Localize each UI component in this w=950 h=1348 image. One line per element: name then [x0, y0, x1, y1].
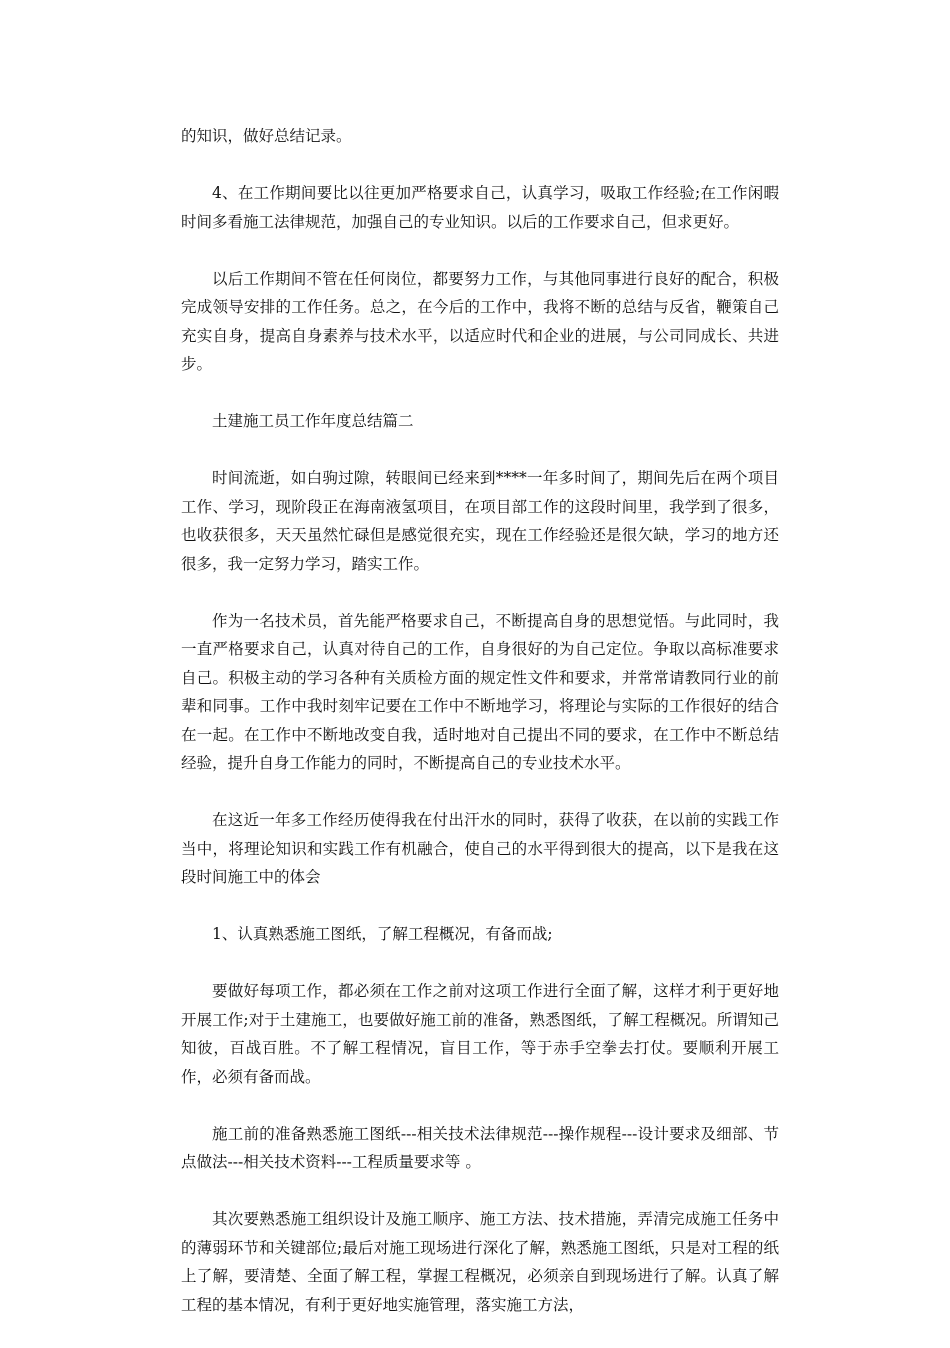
paragraph-technician: 作为一名技术员，首先能严格要求自己，不断提高自身的思想觉悟。与此同时，我一直严格要求自己，认真对待自己的工作，自身很好的为自己定位。争取以高标准要求自己。积极主动的学习各种有关质检方面的规定性文件和要求，并常常请教同行业的前辈和同事。工作中我时刻牢记要在工作中不断地学习，将理论与实际的工作很好的结合在一起。在工作中不断地改变自我，适时地对自己提出不同的要求，在工作中不断总结经验，提升自身工作能力的同时，不断提高自己的专业技术水平。 — [181, 611, 779, 772]
paragraph-organization: 其次要熟悉施工组织设计及施工顺序、施工方法、技术措施，弄清完成施工任务中的薄弱环节和关键部位;最后对施工现场进行深化了解，熟悉施工图纸，只是对工程的纸上了解，要清楚、全面了解工程，掌握工程概况，必须亲自到现场进行了解。认真了解工程的基本情况，有利于更好地实施管理，落实施工方法， — [181, 1210, 779, 1314]
paragraph-pre-construction: 施工前的准备熟悉施工图纸---相关技术法律规范---操作规程---设计要求及细部、节点做法---相关技术资料---工程质量要求等 。 — [181, 1124, 779, 1171]
document-body — [181, 122, 779, 1348]
paragraph-item-4: 4、在工作期间要比以往更加严格要求自己，认真学习，吸取工作经验;在工作闲暇时间多看施工法律规范，加强自己的专业知识。以后的工作要求自己，但求更好。 — [181, 184, 779, 231]
paragraph-future-work: 以后工作期间不管在任何岗位，都要努力工作，与其他同事进行良好的配合，积极完成领导安排的工作任务。总之，在今后的工作中，我将不断的总结与反省，鞭策自己充实自身，提高自身素养与技术水平，以适应时代和企业的进展，与公司同成长、共进步。 — [181, 269, 779, 373]
paragraph-experience: 在这近一年多工作经历使得我在付出汗水的同时，获得了收获，在以前的实践工作当中，将理论知识和实践工作有机融合，使自己的水平得到很大的提高，以下是我在这段时间施工中的体会 — [181, 811, 779, 886]
paragraph-point-1: 1、认真熟悉施工图纸，了解工程概况，有备而战; — [212, 925, 553, 943]
paragraph-continuation: 的知识，做好总结记录。 — [181, 127, 352, 145]
paragraph-preparation: 要做好每项工作，都必须在工作之前对这项工作进行全面了解，这样才利于更好地开展工作;对于土建施工，也要做好施工前的准备，熟悉图纸，了解工程概况。所谓知己知彼，百战百胜。不了解工程情况，盲目工作，等于赤手空拳去打仗。要顺利开展工作，必须有备而战。 — [181, 982, 779, 1086]
section-heading: 土建施工员工作年度总结篇二 — [212, 412, 414, 430]
paragraph-intro: 时间流逝，如白驹过隙，转眼间已经来到****一年多时间了，期间先后在两个项目工作、学习，现阶段正在海南液氢项目，在项目部工作的这段时间里，我学到了很多，也收获很多，天天虽然忙碌但是感觉很充实，现在工作经验还是很欠缺，学习的地方还很多，我一定努力学习，踏实工作。 — [181, 469, 779, 573]
